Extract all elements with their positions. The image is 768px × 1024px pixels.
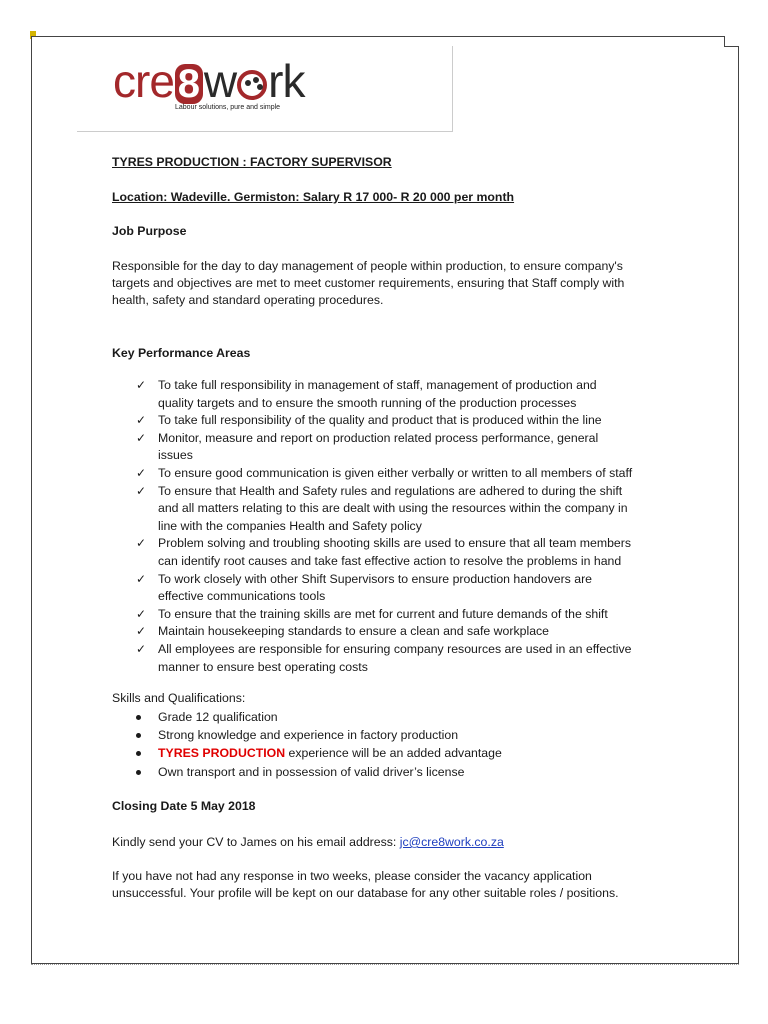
logo-text-rk: rk (268, 55, 305, 107)
checkmark-icon: ✓ (136, 606, 147, 621)
list-item (136, 395, 696, 413)
email-link[interactable]: jc@cre8work.co.za (399, 835, 504, 849)
logo-text-w: w (203, 55, 237, 107)
list-item (136, 708, 502, 726)
job-purpose-line: Responsible for the day to day management of people within production, to ensure company's (112, 259, 623, 273)
list-item (136, 606, 696, 624)
people-circle-icon (237, 70, 267, 100)
kpa-text: line with the companies Health and Safety policy (158, 518, 422, 533)
bullet-icon (136, 770, 141, 775)
job-purpose-line: targets and objectives are met to meet customer requirements, ensuring that Staff comply with (112, 276, 625, 290)
list-item (136, 447, 696, 465)
skill-text: Strong knowledge and experience in factory production (158, 728, 459, 743)
kpa-text: and all matters relating to this are dealt with using the resources within the company in (158, 501, 628, 516)
contact-line (112, 834, 504, 851)
skill-text: Grade 12 qualification (158, 710, 278, 724)
bullet-icon (136, 733, 141, 738)
kpa-heading: Key Performance Areas (112, 346, 251, 360)
skills-list (136, 708, 502, 781)
list-item (136, 465, 696, 483)
checkmark-icon: ✓ (136, 413, 147, 428)
job-title: TYRES PRODUCTION : FACTORY SUPERVISOR (112, 155, 392, 169)
kpa-text: To ensure that Health and Safety rules and regulations are adhered to during the shift (158, 483, 623, 498)
list-item (136, 744, 502, 762)
list-item (136, 518, 696, 536)
kpa-text: To take full responsibility in management of staff, management of production and (158, 378, 597, 392)
kpa-text: effective communications tools (158, 589, 326, 604)
list-item (136, 412, 696, 430)
kpa-list (136, 377, 696, 676)
bullet-icon (136, 751, 141, 756)
checkmark-icon: ✓ (136, 624, 147, 639)
skill-text: Own transport and in possession of valid driver’s license (158, 764, 465, 779)
list-item (136, 377, 696, 395)
footer-line: If you have not had any response in two weeks, please consider the vacancy application (112, 869, 592, 883)
list-item (136, 726, 502, 744)
list-item (136, 535, 696, 553)
list-item (136, 659, 696, 677)
kpa-text: manner to ensure best operating costs (158, 659, 368, 674)
list-item (136, 641, 696, 659)
skill-highlight: TYRES PRODUCTION (158, 746, 286, 761)
checkmark-icon: ✓ (136, 571, 147, 586)
kpa-text: Maintain housekeeping standards to ensure a clean and safe workplace (158, 624, 550, 639)
kpa-text: quality targets and to ensure the smooth running of the production processes (158, 395, 577, 410)
kpa-text: All employees are responsible for ensuring company resources are used in an effective (158, 641, 632, 656)
page-bottom-rule (31, 964, 739, 966)
checkmark-icon: ✓ (136, 430, 147, 445)
list-item (136, 553, 696, 571)
list-item (136, 763, 502, 781)
page-fold-corner (724, 36, 739, 47)
kpa-text: can identify root causes and take fast effective action to resolve the problems in hand (158, 553, 622, 568)
skills-heading: Skills and Qualifications: (112, 691, 246, 705)
logo-tagline: Labour solutions, pure and simple (175, 104, 281, 111)
job-purpose-line: health, safety and standard operating procedures. (112, 293, 384, 307)
kpa-text: To take full responsibility of the quality and product that is produced within the line (158, 413, 602, 428)
list-item (136, 430, 696, 448)
logo-header (77, 46, 453, 132)
kpa-text: Monitor, measure and report on production related process performance, general (158, 430, 599, 445)
logo-text-cre: cre (113, 55, 174, 107)
kpa-text: To ensure good communication is given either verbally or written to all members of staff (158, 465, 633, 480)
kpa-text: Problem solving and troubling shooting skills are used to ensure that all team members (158, 536, 631, 551)
contact-text: Kindly send your CV to James on his email address: (112, 835, 400, 849)
company-logo (113, 55, 305, 107)
checkmark-icon: ✓ (136, 483, 147, 498)
kpa-text: To work closely with other Shift Supervisors to ensure production handovers are (158, 571, 593, 586)
list-item (136, 571, 696, 589)
logo-eight: 8 (175, 64, 203, 104)
list-item (136, 588, 696, 606)
list-item (136, 483, 696, 501)
kpa-text: issues (158, 448, 193, 463)
footer-line: unsuccessful. Your profile will be kept on our database for any other suitable roles / positions. (112, 886, 619, 900)
closing-date: Closing Date 5 May 2018 (112, 799, 256, 813)
job-location-salary: Location: Wadeville. Germiston: Salary R 17 000- R 20 000 per month (112, 190, 515, 204)
checkmark-icon: ✓ (136, 465, 147, 480)
list-item (136, 500, 696, 518)
skill-text: experience will be an added advantage (285, 746, 502, 761)
checkmark-icon: ✓ (136, 536, 147, 551)
checkmark-icon: ✓ (136, 641, 147, 656)
list-item (136, 623, 696, 641)
job-purpose-heading: Job Purpose (112, 224, 187, 238)
kpa-text: To ensure that the training skills are met for current and future demands of the shift (158, 606, 608, 621)
bullet-icon (136, 715, 141, 720)
checkmark-icon: ✓ (136, 378, 147, 392)
